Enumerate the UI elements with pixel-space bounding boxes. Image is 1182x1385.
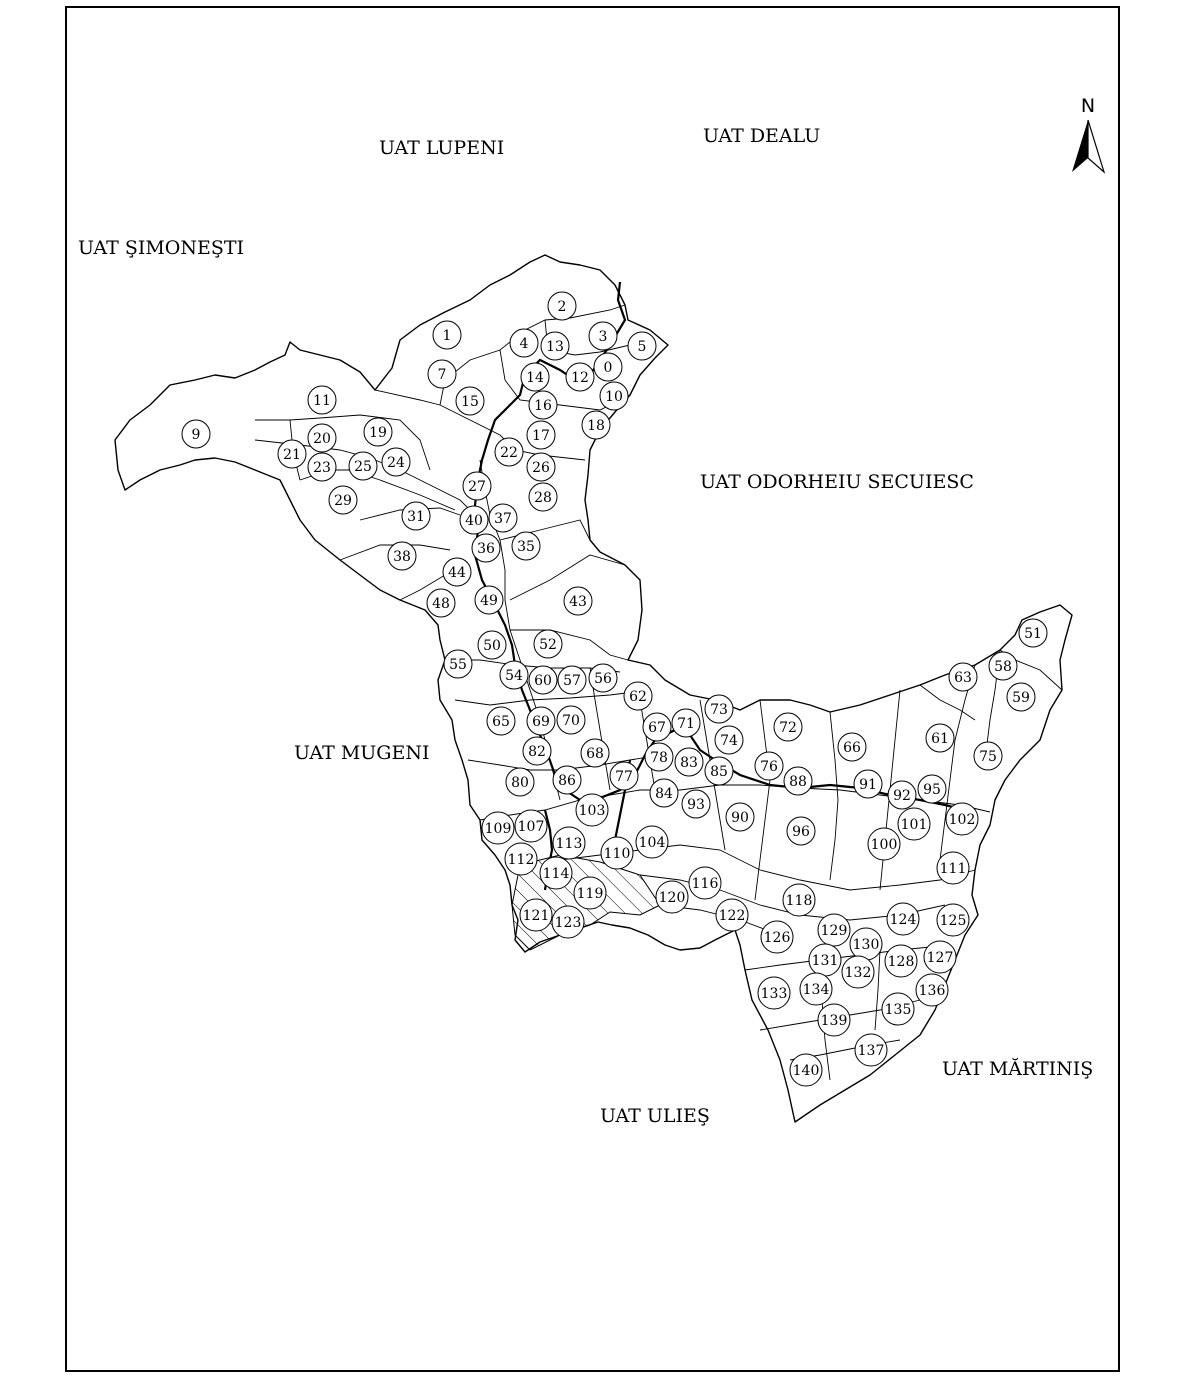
parcel-marker	[182, 420, 210, 448]
parcel-marker	[576, 794, 608, 826]
parcel-number: 43	[569, 594, 587, 610]
parcel-number: 9	[191, 427, 201, 443]
parcel-number: 137	[857, 1043, 885, 1059]
parcel-number: 112	[507, 852, 535, 868]
parcel-marker	[510, 329, 538, 357]
parcel-marker	[444, 650, 472, 678]
parcel-markers	[182, 292, 1047, 1086]
parcel-marker	[456, 387, 484, 415]
parcel-marker	[402, 502, 430, 530]
parcel-marker	[482, 812, 514, 844]
parcel-number: 38	[393, 549, 411, 565]
parcel-marker	[887, 903, 919, 935]
parcel-marker	[758, 977, 790, 1009]
parcel-marker	[800, 973, 832, 1005]
parcel-number: 75	[979, 749, 997, 765]
parcel-marker	[574, 877, 606, 909]
parcel-number: 84	[655, 786, 673, 802]
parcel-number: 59	[1012, 690, 1030, 706]
parcel-number: 90	[731, 810, 749, 826]
parcel-number: 86	[558, 773, 576, 789]
parcel-marker	[624, 682, 652, 710]
parcel-marker	[472, 534, 500, 562]
region-label-odorheiu: UAT ODORHEIU SECUIESC	[700, 471, 974, 493]
parcel-marker	[495, 438, 523, 466]
parcel-marker	[689, 867, 721, 899]
parcel-number: 116	[691, 876, 719, 892]
parcel-marker	[705, 757, 733, 785]
parcel-marker	[428, 360, 456, 388]
parcel-number: 109	[484, 821, 512, 837]
parcel-number: 139	[820, 1013, 848, 1029]
parcel-marker	[682, 790, 710, 818]
parcel-number: 140	[792, 1063, 820, 1079]
parcel-number: 95	[923, 782, 941, 798]
parcel-marker	[916, 974, 948, 1006]
parcel-number: 44	[448, 565, 466, 581]
parcel-marker	[705, 695, 733, 723]
parcel-number: 20	[313, 431, 331, 447]
parcel-number: 24	[387, 455, 405, 471]
parcel-marker	[308, 453, 336, 481]
parcel-marker	[541, 332, 569, 360]
parcel-number: 107	[517, 819, 545, 835]
parcel-marker	[672, 709, 700, 737]
parcel-number: 120	[658, 890, 686, 906]
parcel-marker	[515, 810, 547, 842]
parcel-number: 49	[480, 593, 498, 609]
parcel-number: 7	[437, 367, 447, 383]
parcel-number: 127	[926, 950, 954, 966]
parcel-number: 66	[843, 740, 861, 756]
parcel-marker	[926, 724, 954, 752]
parcel-marker	[329, 486, 357, 514]
parcel-number: 133	[760, 986, 788, 1002]
parcel-marker	[610, 762, 638, 790]
parcel-number: 58	[994, 659, 1012, 675]
parcel-number: 26	[532, 460, 550, 476]
parcel-number: 92	[893, 788, 911, 804]
parcel-marker	[783, 884, 815, 916]
parcel-marker	[855, 1034, 887, 1066]
parcel-number: 114	[542, 866, 570, 882]
parcel-marker	[552, 906, 584, 938]
parcel-number: 56	[594, 671, 612, 687]
parcel-marker	[838, 733, 866, 761]
parcel-number: 10	[605, 389, 623, 405]
parcel-number: 126	[763, 930, 791, 946]
parcel-number: 61	[931, 731, 949, 747]
region-label-lupeni: UAT LUPENI	[379, 137, 505, 159]
parcel-marker	[924, 941, 956, 973]
parcel-number: 14	[526, 370, 544, 386]
parcel-marker	[308, 424, 336, 452]
parcel-number: 21	[283, 447, 301, 463]
parcel-marker	[475, 586, 503, 614]
parcel-number: 119	[576, 886, 604, 902]
parcel-number: 72	[779, 720, 797, 736]
parcel-marker	[349, 452, 377, 480]
parcel-marker	[460, 506, 488, 534]
parcel-marker	[553, 766, 581, 794]
parcel-number: 129	[820, 923, 848, 939]
parcel-marker	[937, 904, 969, 936]
parcel-number: 31	[407, 509, 425, 525]
parcel-marker	[850, 928, 882, 960]
parcel-number: 4	[519, 336, 529, 352]
parcel-number: 5	[637, 339, 647, 355]
parcel-marker	[868, 828, 900, 860]
parcel-number: 131	[811, 953, 839, 969]
parcel-marker	[656, 881, 688, 913]
parcel-marker	[433, 321, 461, 349]
parcel-number: 1	[442, 328, 452, 344]
parcel-marker	[529, 391, 557, 419]
parcel-marker	[527, 453, 555, 481]
parcel-marker	[888, 781, 916, 809]
parcel-number: 104	[638, 835, 666, 851]
parcel-marker	[882, 993, 914, 1025]
parcel-number: 11	[313, 393, 331, 409]
parcel-marker	[761, 921, 793, 953]
parcel-number: 57	[563, 673, 581, 689]
parcel-number: 40	[465, 513, 483, 529]
parcel-number: 28	[534, 490, 552, 506]
parcel-number: 91	[859, 777, 877, 793]
parcel-number: 3	[598, 329, 608, 345]
parcel-number: 110	[603, 846, 631, 862]
parcel-number: 67	[648, 720, 666, 736]
parcel-number: 54	[505, 668, 523, 684]
parcel-number: 103	[578, 803, 606, 819]
parcel-marker	[716, 899, 748, 931]
parcel-number: 22	[500, 445, 518, 461]
parcel-number: 69	[532, 714, 550, 730]
region-label-mugeni: UAT MUGENI	[294, 742, 430, 764]
parcel-number: 118	[785, 893, 813, 909]
parcel-marker	[527, 421, 555, 449]
parcel-marker	[918, 775, 946, 803]
parcel-marker	[553, 827, 585, 859]
parcel-marker	[278, 440, 306, 468]
parcel-number: 80	[511, 775, 529, 791]
parcel-marker	[650, 779, 678, 807]
parcel-number: 102	[948, 812, 976, 828]
parcel-number: 15	[461, 394, 479, 410]
parcel-marker	[548, 292, 576, 320]
parcel-marker	[787, 817, 815, 845]
parcel-marker	[540, 857, 572, 889]
parcel-number: 128	[887, 954, 915, 970]
parcel-number: 74	[720, 733, 738, 749]
parcel-number: 130	[852, 937, 880, 953]
parcel-marker	[557, 706, 585, 734]
parcel-marker	[643, 713, 671, 741]
parcel-marker	[949, 663, 977, 691]
parcel-marker	[628, 332, 656, 360]
parcel-marker	[581, 739, 609, 767]
parcel-number: 52	[539, 637, 557, 653]
parcel-marker	[520, 899, 552, 931]
parcel-number: 19	[369, 425, 387, 441]
parcel-marker	[527, 707, 555, 735]
parcel-number: 88	[789, 774, 807, 790]
parcel-marker	[582, 411, 610, 439]
parcel-number: 121	[522, 908, 550, 924]
parcel-marker	[308, 386, 336, 414]
parcel-marker	[523, 737, 551, 765]
parcel-number: 16	[534, 398, 552, 414]
parcel-marker	[1019, 619, 1047, 647]
parcel-number: 62	[629, 689, 647, 705]
parcel-number: 2	[557, 299, 567, 315]
parcel-number: 113	[555, 836, 583, 852]
parcel-number: 122	[718, 908, 746, 924]
parcel-marker	[589, 664, 617, 692]
parcel-marker	[937, 852, 969, 884]
parcel-marker	[364, 418, 392, 446]
parcel-number: 60	[534, 673, 552, 689]
parcel-number: 96	[792, 824, 810, 840]
parcel-marker	[715, 726, 743, 754]
parcel-number: 82	[528, 744, 546, 760]
parcel-marker	[382, 448, 410, 476]
parcel-number: 70	[562, 713, 580, 729]
parcel-number: 51	[1024, 626, 1042, 642]
parcel-marker	[558, 666, 586, 694]
parcel-marker	[898, 808, 930, 840]
parcel-marker	[885, 945, 917, 977]
parcel-marker	[818, 914, 850, 946]
parcel-marker	[1007, 683, 1035, 711]
parcel-marker	[600, 382, 628, 410]
parcel-number: 125	[939, 913, 967, 929]
parcel-number: 100	[870, 837, 898, 853]
region-label-dealu: UAT DEALU	[703, 125, 821, 147]
parcel-number: 63	[954, 670, 972, 686]
parcel-marker	[534, 630, 562, 658]
parcel-number: 73	[710, 702, 728, 718]
parcel-number: 65	[492, 714, 510, 730]
parcel-marker	[946, 803, 978, 835]
parcel-marker	[564, 587, 592, 615]
parcel-number: 13	[546, 339, 564, 355]
parcel-marker	[790, 1054, 822, 1086]
parcel-number: 35	[517, 539, 535, 555]
parcel-number: 111	[939, 861, 967, 877]
north-arrow-label: N	[1080, 95, 1096, 117]
parcel-marker	[566, 363, 594, 391]
parcel-marker	[636, 826, 668, 858]
parcel-number: 77	[615, 769, 633, 785]
parcel-number: 55	[449, 657, 467, 673]
parcel-marker	[589, 322, 617, 350]
parcel-number: 27	[468, 479, 486, 495]
parcel-marker	[842, 956, 874, 988]
parcel-marker	[529, 666, 557, 694]
region-label-ulies: UAT ULIEŞ	[600, 1105, 710, 1127]
parcel-number: 50	[483, 638, 501, 654]
parcel-number: 85	[710, 764, 728, 780]
parcel-marker	[645, 743, 673, 771]
parcel-number: 36	[477, 541, 495, 557]
parcel-marker	[512, 532, 540, 560]
parcel-marker	[506, 768, 534, 796]
parcel-number: 17	[532, 428, 550, 444]
parcel-number: 101	[900, 817, 928, 833]
region-label-martinis: UAT MĂRTINIŞ	[942, 1058, 1094, 1080]
parcel-number: 83	[680, 755, 698, 771]
parcel-number: 123	[554, 915, 582, 931]
parcel-marker	[529, 483, 557, 511]
parcel-number: 37	[494, 511, 512, 527]
parcel-marker	[443, 558, 471, 586]
parcel-marker	[809, 944, 841, 976]
parcel-number: 29	[334, 493, 352, 509]
parcel-number: 93	[687, 797, 705, 813]
parcel-marker	[500, 661, 528, 689]
parcel-marker	[489, 504, 517, 532]
parcel-marker	[818, 1004, 850, 1036]
parcel-marker	[487, 707, 515, 735]
parcel-number: 136	[918, 983, 946, 999]
parcel-marker	[521, 363, 549, 391]
parcel-marker	[478, 631, 506, 659]
parcel-number: 0	[603, 360, 613, 376]
parcel-number: 132	[844, 965, 872, 981]
parcel-marker	[427, 589, 455, 617]
north-arrow	[1072, 95, 1104, 172]
parcel-number: 71	[677, 716, 695, 732]
parcel-number: 135	[884, 1002, 912, 1018]
parcel-marker	[854, 770, 882, 798]
parcel-number: 18	[587, 418, 605, 434]
parcel-marker	[505, 843, 537, 875]
parcel-marker	[388, 542, 416, 570]
parcel-number: 68	[586, 746, 604, 762]
parcel-number: 76	[760, 759, 778, 775]
parcel-marker	[675, 748, 703, 776]
parcel-number: 48	[432, 596, 450, 612]
parcel-marker	[774, 713, 802, 741]
parcel-marker	[755, 752, 783, 780]
parcel-marker	[594, 353, 622, 381]
parcel-number: 25	[354, 459, 372, 475]
parcel-marker	[784, 767, 812, 795]
parcel-number: 23	[313, 460, 331, 476]
parcel-marker	[463, 472, 491, 500]
parcel-marker	[989, 652, 1017, 680]
parcel-marker	[974, 742, 1002, 770]
parcel-number: 124	[889, 912, 917, 928]
region-label-simonesti: UAT ŞIMONEŞTI	[78, 237, 245, 259]
parcel-marker	[726, 803, 754, 831]
parcel-marker	[601, 837, 633, 869]
parcel-number: 134	[802, 982, 830, 998]
parcel-number: 78	[650, 750, 668, 766]
parcel-number: 12	[571, 370, 589, 386]
